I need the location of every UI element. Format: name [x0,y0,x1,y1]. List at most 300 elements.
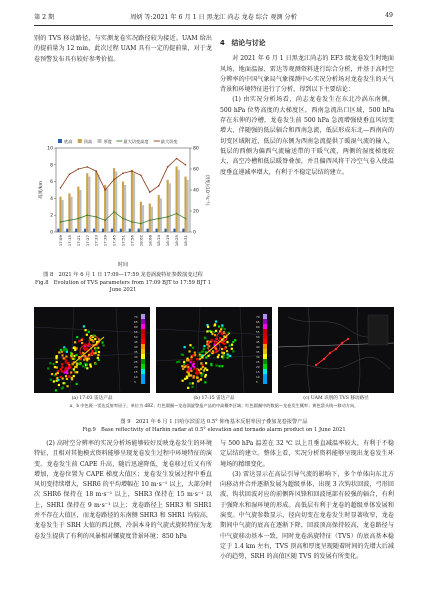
echo-pixel [231,344,233,346]
echo-pixel [200,362,202,364]
echo-pixel [200,368,202,370]
echo-pixel [186,364,188,366]
fig9-panel-b [156,307,272,393]
x-tick-label: 17:33 [93,235,99,247]
colorbar-label: 55 [134,330,138,334]
bar-顶高 [77,187,79,232]
point-最大切变高度 [158,218,160,220]
bar-顶高 [95,172,97,232]
colorbar-swatch [141,374,145,379]
echo-pixel [229,344,231,346]
echo-pixel [81,339,83,341]
fig9-caption-cn: 图 9 2021 年 6 月 1 日哈尔滨雷达 0.5° 仰角基本反射率因子叠加龙卷报警产品 [120,419,308,425]
bar-厚度 [169,183,171,232]
echo-pixel [200,378,202,380]
x-tick-label: 17:21 [75,235,81,247]
tvs-track-image [278,307,394,393]
bar-底高 [120,229,122,232]
bar-底高 [156,229,158,232]
bar-顶高 [140,202,142,232]
echo-pixel [76,383,78,385]
bar-底高 [66,229,68,232]
colorbar-label: 15 [134,370,138,374]
x-tick-label: 18:02 [138,235,144,247]
bar-底高 [102,229,104,232]
echo-pixel [49,362,51,364]
echo-pixel [190,374,192,376]
point-最大切变高度 [60,221,62,223]
echo-pixel [84,329,86,331]
echo-pixel [182,368,184,370]
paragraph: (3) 雷达显示在高层引导气流的影响下，多个单体向东北方向移动并合并逐渐发展为超级单体，出现 3 次钩状回波，弓形回波、钩状回波对应的前侧阵风锋和回波尾部有较强的辐合，有利于强降水和湿环境的形成。高低层有利于龙卷的超级单体发展和演变。中气旋参数显示，径向切变在龙卷发生时显著收窄，龙卷期间中气旋的底高在逐渐下降，回波顶高保持较高，龙卷路径与中气旋移动基本一致，同时龙卷涡旋特征（TVS）的底高基本稳定于 1.4 km 左右，TVS 顶高和厚度呈现随着时间的先增大后减小的趋势，SRH 的高值区随 TVS 的发展有所变化。 [220,470,394,561]
echo-pixel [86,363,88,365]
colorbar-swatch [263,369,267,374]
echo-pixel [215,330,217,332]
echo-pixel [191,386,193,388]
echo-pixel [66,351,68,353]
colorbar-swatch [263,314,267,319]
echo-pixel [97,354,99,356]
colorbar-swatch [263,344,267,349]
echo-pixel [205,374,207,376]
echo-pixel [60,368,62,370]
echo-pixel [66,385,68,387]
x-tick-label: 17:56 [129,235,135,247]
echo-pixel [197,380,199,382]
echo-pixel [50,379,52,381]
point-最大切变 [158,185,160,187]
bar-底高 [84,229,86,232]
bar-底高 [111,229,113,232]
echo-pixel [192,365,194,367]
bar-厚度 [115,172,117,232]
echo-pixel [70,355,72,357]
echo-pixel [207,355,209,357]
echo-pixel [58,384,60,386]
echo-pixel [219,337,221,339]
echo-pixel [197,371,199,373]
point-最大切变 [176,158,178,160]
echo-pixel [67,362,69,364]
fig9-subcaption-b: (b) 17:15 雷达产品 [193,396,235,401]
echo-pixel [188,370,190,372]
echo-pixel [60,376,62,378]
echo-pixel [55,357,57,359]
echo-pixel [190,370,192,372]
colorbar-swatch [263,354,267,359]
point-最大切变高度 [69,219,71,221]
bar-厚度 [106,188,108,232]
colorbar-label: 55 [256,330,260,334]
fig9-caption-en: Fig.9 Base reflectivity of Harbin radar at 0.5° elevation and tornado alarm product on 1 June 2021 [82,426,346,433]
echo-pixel [229,355,231,357]
right-column-top [220,32,394,178]
colorbar-label: 15 [256,370,260,374]
x-tick-label: 18:19 [165,235,171,247]
bar-底高 [138,229,140,232]
echo-pixel [188,373,190,375]
x-tick-label: 17:27 [84,235,90,247]
echo-pixel [178,361,180,363]
fig8-chart-svg [34,128,212,270]
echo-pixel [190,367,192,369]
bar-厚度 [97,175,99,232]
radar-image-b [156,307,272,393]
echo-pixel [226,350,228,352]
echo-pixel [224,348,226,350]
colorbar-label: 65 [256,320,260,324]
running-title: 周炳 等:2021 年 6 月 1 日 黑龙江 尚志 龙卷 综合 观测 分析 [130,14,297,21]
echo-pixel [192,382,194,384]
point-最大切变高度 [113,211,115,213]
echo-pixel [65,355,67,357]
fig9-subcaption-a: (a) 17:03 雷达产品 [71,396,113,401]
colorbar-swatch [141,359,145,364]
echo-pixel [194,354,196,356]
x-axis-label: 时间 [117,262,129,268]
x-tick-label: 17:45 [111,235,117,247]
echo-pixel [71,377,73,379]
paragraph: (2) 高时空分辨率的实况分析场能够较好反映龙卷发生的环境特征，且相对其他模式资料能够呈现龙卷发生过程中环境特征的演变。龙卷发生前 CAPE 升高，随后迅速降低，龙卷移过后又有所增加，龙卷位置为 CAPE 梯度大值区；龙卷发生发展过程中垂直风切变持续增大，SHR6 的平均增幅在 10 m·s⁻¹ 以上，大部分时次 SHR6 保持在 18 m·s⁻¹ 以上，SHR3 保持在 15 m·s⁻¹ 以上，SHR1 保持在 9 m·s⁻¹ 以上；龙卷路径上 SHR3 和 SHR1 并不存在大值区，而龙卷路径的东南侧 SHR3 和 SHR1 均较高，龙卷发生于 SRH 大值的西北侧，冷涡本身的气旋式旋转特征为龙卷发生提供了有利的风暴相对螺旋度背景环境；850 hPa [34,440,212,540]
x-tick-label: 17:09 [57,235,63,247]
echo-pixel [199,352,201,354]
echo-pixel [183,363,185,365]
echo-pixel [186,377,188,379]
colorbar-label: 70 [134,315,138,319]
echo-pixel [56,361,58,363]
echo-pixel [224,328,226,330]
colorbar-label: 20 [134,365,138,369]
colorbar-label: 45 [134,340,138,344]
echo-pixel [212,350,214,352]
echo-pixel [226,341,228,343]
bar-顶高 [104,185,106,232]
colorbar-label: 40 [256,345,260,349]
echo-pixel [65,375,67,377]
echo-pixel [102,344,104,346]
echo-pixel [227,353,229,355]
echo-pixel [218,325,220,327]
bar-厚度 [62,200,64,232]
bar-顶高 [149,203,151,232]
colorbar-swatch [141,314,145,319]
x-tick-label: 18:14 [156,235,162,247]
echo-pixel [95,352,97,354]
y-tick-label: 10 [47,146,53,152]
echo-pixel [220,328,222,330]
x-tick-label: 17:39 [102,235,108,247]
fig8-chart [34,128,212,270]
echo-pixel [211,339,213,341]
echo-pixel [97,357,99,359]
bar-底高 [129,229,131,232]
bar-顶高 [122,182,124,232]
echo-pixel [95,347,97,349]
echo-pixel [71,353,73,355]
header-rule [34,25,393,26]
echo-pixel [227,357,229,359]
echo-pixel [204,337,206,339]
legend-label: 最大切变 [160,139,178,144]
point-最大切变 [185,164,187,166]
echo-pixel [181,365,183,367]
echo-pixel [83,325,85,327]
echo-pixel [214,323,216,325]
legend-swatch [78,139,82,143]
point-最大切变 [95,170,97,172]
fig8-caption [34,272,212,295]
echo-pixel [183,361,185,363]
x-tick-label: 18:25 [174,235,180,247]
colorbar-label: 50 [256,335,260,339]
echo-pixel [55,389,57,391]
bar-顶高 [113,168,115,232]
bar-顶高 [167,180,169,232]
legend-swatch [98,139,102,143]
bar-厚度 [70,197,72,232]
echo-pixel [210,331,212,333]
echo-pixel [201,375,203,377]
echo-pixel [205,362,207,364]
colorbar-label: 30 [256,355,260,359]
left-column-top [34,34,212,65]
colorbar-swatch [263,374,267,379]
echo-pixel [187,359,189,361]
echo-pixel [73,368,75,370]
colorbar-swatch [141,344,145,349]
echo-pixel [68,375,70,377]
echo-pixel [218,365,220,367]
point-最大切变 [60,187,62,189]
colorbar-swatch [141,339,145,344]
point-最大切变高度 [104,219,106,221]
colorbar-swatch [141,349,145,354]
echo-pixel [79,363,81,365]
legend-swatch [58,139,62,143]
echo-pixel [62,386,64,388]
paragraph: 对 2021 年 6 月 1 日黑龙江尚志的 EF3 级龙卷发生时地面风场、地面温湿、雷达等观测资料进行综合分析，并基于高时空分辨率的中国气象局气象探测中心实况分析场对龙卷发生的天气背景和环境特征进行了分析，得到以下主要结论： [220,55,394,94]
y-tick-label: 6 [50,180,53,186]
legend-label: 底高 [64,139,73,144]
echo-pixel [203,348,205,350]
echo-pixel [74,349,76,351]
echo-pixel [218,354,220,356]
colorbar-swatch [141,379,145,384]
echo-pixel [76,362,78,364]
colorbar-label: 25 [256,360,260,364]
echo-pixel [63,357,65,359]
x-tick-label: 17:15 [66,235,72,247]
colorbar-swatch [263,329,267,334]
echo-pixel [203,345,205,347]
point-最大切变 [167,166,169,168]
echo-pixel [94,338,96,340]
y-tick-label: 8 [50,163,53,169]
colorbar-swatch [141,324,145,329]
point-最大切变高度 [185,218,187,220]
colorbar-swatch [263,349,267,354]
echo-pixel [215,364,217,366]
echo-pixel [204,367,206,369]
colorbar-label: 30 [134,355,138,359]
echo-pixel [90,365,92,367]
point-最大切变 [86,166,88,168]
echo-pixel [65,348,67,350]
bar-厚度 [187,180,189,232]
colorbar-swatch [263,364,267,369]
echo-pixel [61,370,63,372]
x-tick-label: 18:31 [183,235,189,247]
echo-pixel [223,343,225,345]
echo-pixel [193,368,195,370]
echo-pixel [182,354,184,356]
echo-pixel [53,363,55,365]
echo-pixel [199,355,201,357]
echo-pixel [101,341,103,343]
radar-image-a [34,307,150,393]
colorbar-label: 5 [256,380,258,384]
echo-pixel [187,366,189,368]
y2-tick-label: 80 [193,146,199,152]
echo-pixel [234,339,236,341]
echo-pixel [65,362,67,364]
echo-pixel [60,349,62,351]
bar-底高 [93,229,95,232]
point-最大切变 [131,170,133,172]
colorbar-label: 40 [134,345,138,349]
point-最大切变 [78,168,80,170]
colorbar-swatch [141,354,145,359]
fig9-caption [34,419,394,434]
colorbar-swatch [263,379,267,384]
colorbar-swatch [141,329,145,334]
fig8-caption-cn: 图 8 2021 年 6 月 1 日 17:09—17:59 龙卷涡旋特征参数演变过程 [43,272,203,278]
echo-pixel [56,377,58,379]
colorbar-label: 50 [134,335,138,339]
y2-tick-label: 40 [193,188,199,194]
echo-pixel [194,352,196,354]
echo-pixel [193,375,195,377]
colorbar-swatch [263,334,267,339]
fig9-note: a、b 中色斑一雷达反射率因子，单位为 dBZ；红色圆圈—龙卷涡旋警报产品的中高概率区域；红色圆圈中的数据—龙卷发生概率；黄色箭头线—移动方向。 [69,403,359,408]
colorbar-swatch [141,364,145,369]
fig8-caption-en: Fig.8 Evolution of TVS parameters from 17:09 BJT to 17:59 BJT 1 June 2021 [35,279,211,294]
y2-tick-label: 20 [193,209,199,215]
echo-pixel [72,363,74,365]
echo-pixel [56,366,58,368]
point-最大切变高度 [149,219,151,221]
echo-pixel [89,363,91,365]
bar-底高 [173,229,175,232]
colorbar-label: 25 [134,360,138,364]
left-column-bottom [34,439,212,542]
paragraph: 别的 TVS 移动路径，与实测龙卷实况路径较为接近。UAM 给出的提前量为 12 min，此次过程 UAM 具有一定的提前量，对于龙卷预警发布具有较好参考价值。 [34,35,212,63]
echo-pixel [189,382,191,384]
echo-pixel [61,354,63,356]
colorbar-swatch [263,359,267,364]
echo-pixel [72,358,74,360]
echo-pixel [211,333,213,335]
echo-pixel [221,356,223,358]
echo-pixel [84,357,86,359]
y2-axis-label: 切变/(10⁻³s⁻¹) [204,174,209,206]
echo-pixel [187,387,189,389]
echo-pixel [95,350,97,352]
echo-pixel [189,344,191,346]
colorbar-swatch [141,319,145,324]
echo-pixel [184,378,186,380]
echo-pixel [75,354,77,356]
colorbar-label: 10 [256,375,260,379]
colorbar-label: 20 [256,365,260,369]
bar-厚度 [178,170,180,232]
colorbar-label: 5 [134,380,136,384]
echo-pixel [193,361,195,363]
echo-pixel [203,369,205,371]
echo-pixel [221,324,223,326]
echo-pixel [176,361,178,363]
right-column-bottom [220,439,394,563]
fig9-panel-c [278,307,394,393]
echo-pixel [184,346,186,348]
echo-pixel [74,371,76,373]
echo-pixel [81,342,83,344]
colorbar-swatch [263,319,267,324]
colorbar-label: 60 [256,325,260,329]
echo-pixel [182,380,184,382]
paragraph: (1) 由实况分析场看，尚志龙卷发生在东北冷涡东南侧，500 hPa 位势高度的大梯度区，西南急流出口区域，500 hPa 存在东伸的冷槽，龙卷发生前 500 hPa 急流增强使垂直风切变增大，伴随强的低层辐合和西南急流，低层形成东北—西南向的切变区域附近，低层的东侧为西南急流提供了暖湿气流的输入，低层的西侧为偏西气流输送带的干暖气流，两侧的湿度梯度较大，高空冷槽和低层暖脊叠加，并且偏西风将干冷空气卷入使温度垂直递减率增大，有利于不稳定层结的建立。 [220,96,394,176]
point-最大切变 [104,189,106,191]
echo-pixel [210,363,212,365]
running-header [34,10,393,24]
echo-pixel [231,348,233,350]
point-最大切变 [140,175,142,177]
colorbar-label: 35 [134,350,138,354]
bar-底高 [164,229,166,232]
point-最大切变高度 [78,218,80,220]
echo-pixel [195,372,197,374]
colorbar-swatch [263,339,267,344]
bar-厚度 [124,185,126,232]
point-最大切变高度 [122,218,124,220]
echo-pixel [57,379,59,381]
echo-pixel [88,331,90,333]
echo-pixel [69,366,71,368]
x-tick-label: 17:51 [120,235,126,247]
y-axis-label: 高度/km [39,181,44,199]
echo-pixel [190,361,192,363]
bar-顶高 [184,177,186,232]
bar-底高 [147,229,149,232]
echo-pixel [221,333,223,335]
echo-pixel [73,375,75,377]
echo-pixel [98,351,100,353]
echo-pixel [192,354,194,356]
echo-pixel [221,365,223,367]
echo-pixel [55,373,57,375]
echo-pixel [56,355,58,357]
echo-pixel [53,380,55,382]
bar-厚度 [142,205,144,232]
point-最大切变 [113,179,115,181]
echo-pixel [222,352,224,354]
echo-pixel [215,348,217,350]
echo-pixel [196,358,198,360]
colorbar-label: 70 [256,315,260,319]
section-heading: 4 结论与讨论 [220,39,266,47]
paragraph: 与 500 hPa 温差在 32 ℃ 以上且垂直减温率较大，有利于不稳定层结的建立。整体上看，实况分析资料能够呈现出龙卷发生环境场的精细变化。 [220,440,394,468]
point-最大切变 [149,191,151,193]
